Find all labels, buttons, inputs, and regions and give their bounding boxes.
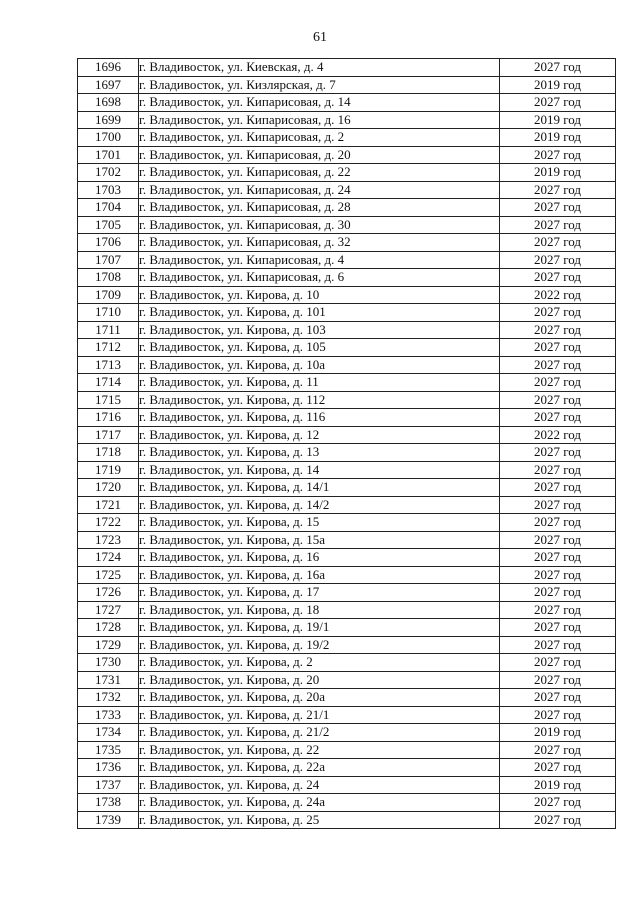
table-row (78, 619, 616, 637)
table-row (78, 391, 616, 409)
row-number-cell: 1734 (78, 724, 139, 742)
row-number-cell: 1736 (78, 759, 139, 777)
table-row (78, 199, 616, 217)
address-cell: г. Владивосток, ул. Кипарисовая, д. 28 (139, 199, 500, 217)
address-cell: г. Владивосток, ул. Кирова, д. 2 (139, 654, 500, 672)
address-cell: г. Владивосток, ул. Кирова, д. 12 (139, 426, 500, 444)
table-row (78, 164, 616, 182)
year-cell: 2019 год (500, 111, 616, 129)
row-number-cell: 1737 (78, 776, 139, 794)
row-number-cell: 1710 (78, 304, 139, 322)
address-cell: г. Владивосток, ул. Кирова, д. 16а (139, 566, 500, 584)
table-row (78, 304, 616, 322)
address-cell: г. Владивосток, ул. Кипарисовая, д. 14 (139, 94, 500, 112)
year-cell: 2027 год (500, 199, 616, 217)
row-number-cell: 1715 (78, 391, 139, 409)
year-cell: 2019 год (500, 724, 616, 742)
address-cell: г. Владивосток, ул. Кирова, д. 22 (139, 741, 500, 759)
year-cell: 2027 год (500, 146, 616, 164)
row-number-cell: 1722 (78, 514, 139, 532)
address-cell: г. Владивосток, ул. Кирова, д. 112 (139, 391, 500, 409)
year-cell: 2027 год (500, 251, 616, 269)
year-cell: 2027 год (500, 59, 616, 77)
year-cell: 2027 год (500, 374, 616, 392)
table-row (78, 409, 616, 427)
row-number-cell: 1708 (78, 269, 139, 287)
row-number-cell: 1703 (78, 181, 139, 199)
table-row (78, 636, 616, 654)
table-row (78, 374, 616, 392)
row-number-cell: 1731 (78, 671, 139, 689)
year-cell: 2027 год (500, 566, 616, 584)
row-number-cell: 1718 (78, 444, 139, 462)
year-cell: 2027 год (500, 549, 616, 567)
address-cell: г. Владивосток, ул. Кирова, д. 18 (139, 601, 500, 619)
address-cell: г. Владивосток, ул. Кирова, д. 24а (139, 794, 500, 812)
table-row (78, 689, 616, 707)
address-cell: г. Владивосток, ул. Кирова, д. 116 (139, 409, 500, 427)
table-row (78, 601, 616, 619)
address-cell: г. Владивосток, ул. Кирова, д. 20а (139, 689, 500, 707)
year-cell: 2027 год (500, 514, 616, 532)
table-row (78, 566, 616, 584)
table-body (78, 59, 616, 829)
row-number-cell: 1709 (78, 286, 139, 304)
year-cell: 2027 год (500, 654, 616, 672)
year-cell: 2027 год (500, 636, 616, 654)
table-row (78, 251, 616, 269)
year-cell: 2027 год (500, 601, 616, 619)
table-row (78, 129, 616, 147)
year-cell: 2027 год (500, 181, 616, 199)
page-number: 61 (313, 30, 327, 45)
address-cell: г. Владивосток, ул. Кипарисовая, д. 22 (139, 164, 500, 182)
row-number-cell: 1732 (78, 689, 139, 707)
address-cell: г. Владивосток, ул. Кирова, д. 21/1 (139, 706, 500, 724)
address-cell: г. Владивосток, ул. Кирова, д. 20 (139, 671, 500, 689)
table-row (78, 339, 616, 357)
row-number-cell: 1719 (78, 461, 139, 479)
table-row (78, 146, 616, 164)
row-number-cell: 1716 (78, 409, 139, 427)
address-cell: г. Владивосток, ул. Кирова, д. 10а (139, 356, 500, 374)
row-number-cell: 1733 (78, 706, 139, 724)
address-cell: г. Владивосток, ул. Кирова, д. 19/1 (139, 619, 500, 637)
table-row (78, 111, 616, 129)
row-number-cell: 1705 (78, 216, 139, 234)
table-row (78, 76, 616, 94)
table-row (78, 356, 616, 374)
row-number-cell: 1698 (78, 94, 139, 112)
address-cell: г. Владивосток, ул. Кирова, д. 10 (139, 286, 500, 304)
table-row (78, 59, 616, 77)
row-number-cell: 1721 (78, 496, 139, 514)
address-cell: г. Владивосток, ул. Кирова, д. 21/2 (139, 724, 500, 742)
row-number-cell: 1706 (78, 234, 139, 252)
year-cell: 2027 год (500, 741, 616, 759)
table-row (78, 94, 616, 112)
address-cell: г. Владивосток, ул. Кизлярская, д. 7 (139, 76, 500, 94)
table-row (78, 671, 616, 689)
table-row (78, 426, 616, 444)
table-row (78, 216, 616, 234)
row-number-cell: 1717 (78, 426, 139, 444)
housing-registry-table (77, 58, 616, 829)
table-row (78, 776, 616, 794)
address-cell: г. Владивосток, ул. Кипарисовая, д. 6 (139, 269, 500, 287)
table-row (78, 321, 616, 339)
row-number-cell: 1720 (78, 479, 139, 497)
table-row (78, 584, 616, 602)
year-cell: 2022 год (500, 286, 616, 304)
table-row (78, 479, 616, 497)
row-number-cell: 1704 (78, 199, 139, 217)
address-cell: г. Владивосток, ул. Кирова, д. 16 (139, 549, 500, 567)
table-row (78, 444, 616, 462)
year-cell: 2027 год (500, 444, 616, 462)
address-cell: г. Владивосток, ул. Кипарисовая, д. 16 (139, 111, 500, 129)
row-number-cell: 1738 (78, 794, 139, 812)
address-cell: г. Владивосток, ул. Кипарисовая, д. 30 (139, 216, 500, 234)
address-cell: г. Владивосток, ул. Кирова, д. 103 (139, 321, 500, 339)
address-cell: г. Владивосток, ул. Кирова, д. 24 (139, 776, 500, 794)
year-cell: 2022 год (500, 426, 616, 444)
table-row (78, 531, 616, 549)
table-row (78, 741, 616, 759)
year-cell: 2027 год (500, 234, 616, 252)
address-cell: г. Владивосток, ул. Кирова, д. 22а (139, 759, 500, 777)
table-row (78, 549, 616, 567)
row-number-cell: 1696 (78, 59, 139, 77)
year-cell: 2019 год (500, 776, 616, 794)
table-row (78, 181, 616, 199)
year-cell: 2027 год (500, 94, 616, 112)
row-number-cell: 1725 (78, 566, 139, 584)
table-row (78, 514, 616, 532)
year-cell: 2027 год (500, 671, 616, 689)
address-cell: г. Владивосток, ул. Кирова, д. 11 (139, 374, 500, 392)
row-number-cell: 1729 (78, 636, 139, 654)
address-cell: г. Владивосток, ул. Кирова, д. 19/2 (139, 636, 500, 654)
row-number-cell: 1702 (78, 164, 139, 182)
address-cell: г. Владивосток, ул. Кирова, д. 17 (139, 584, 500, 602)
row-number-cell: 1714 (78, 374, 139, 392)
address-cell: г. Владивосток, ул. Кирова, д. 25 (139, 811, 500, 829)
year-cell: 2027 год (500, 304, 616, 322)
table-row (78, 496, 616, 514)
year-cell: 2027 год (500, 496, 616, 514)
year-cell: 2019 год (500, 129, 616, 147)
address-cell: г. Владивосток, ул. Кирова, д. 14/2 (139, 496, 500, 514)
year-cell: 2019 год (500, 164, 616, 182)
year-cell: 2027 год (500, 391, 616, 409)
row-number-cell: 1726 (78, 584, 139, 602)
table-row (78, 794, 616, 812)
address-cell: г. Владивосток, ул. Кирова, д. 14 (139, 461, 500, 479)
year-cell: 2027 год (500, 584, 616, 602)
table-row (78, 234, 616, 252)
year-cell: 2027 год (500, 811, 616, 829)
table-row (78, 269, 616, 287)
row-number-cell: 1701 (78, 146, 139, 164)
year-cell: 2027 год (500, 706, 616, 724)
row-number-cell: 1697 (78, 76, 139, 94)
row-number-cell: 1712 (78, 339, 139, 357)
row-number-cell: 1735 (78, 741, 139, 759)
row-number-cell: 1723 (78, 531, 139, 549)
year-cell: 2027 год (500, 269, 616, 287)
row-number-cell: 1739 (78, 811, 139, 829)
address-cell: г. Владивосток, ул. Кипарисовая, д. 24 (139, 181, 500, 199)
address-cell: г. Владивосток, ул. Кипарисовая, д. 20 (139, 146, 500, 164)
table-row (78, 286, 616, 304)
year-cell: 2027 год (500, 759, 616, 777)
year-cell: 2027 год (500, 409, 616, 427)
table-row (78, 461, 616, 479)
year-cell: 2027 год (500, 619, 616, 637)
table-row (78, 759, 616, 777)
year-cell: 2019 год (500, 76, 616, 94)
year-cell: 2027 год (500, 339, 616, 357)
row-number-cell: 1727 (78, 601, 139, 619)
row-number-cell: 1730 (78, 654, 139, 672)
address-cell: г. Владивосток, ул. Кипарисовая, д. 4 (139, 251, 500, 269)
year-cell: 2027 год (500, 216, 616, 234)
year-cell: 2027 год (500, 479, 616, 497)
address-cell: г. Владивосток, ул. Кирова, д. 14/1 (139, 479, 500, 497)
year-cell: 2027 год (500, 689, 616, 707)
address-cell: г. Владивосток, ул. Кирова, д. 15а (139, 531, 500, 549)
row-number-cell: 1724 (78, 549, 139, 567)
year-cell: 2027 год (500, 531, 616, 549)
address-cell: г. Владивосток, ул. Кипарисовая, д. 32 (139, 234, 500, 252)
table-row (78, 811, 616, 829)
row-number-cell: 1700 (78, 129, 139, 147)
address-cell: г. Владивосток, ул. Кирова, д. 101 (139, 304, 500, 322)
row-number-cell: 1699 (78, 111, 139, 129)
year-cell: 2027 год (500, 321, 616, 339)
row-number-cell: 1707 (78, 251, 139, 269)
year-cell: 2027 год (500, 461, 616, 479)
row-number-cell: 1728 (78, 619, 139, 637)
year-cell: 2027 год (500, 356, 616, 374)
table-row (78, 724, 616, 742)
address-cell: г. Владивосток, ул. Киевская, д. 4 (139, 59, 500, 77)
table-row (78, 654, 616, 672)
row-number-cell: 1711 (78, 321, 139, 339)
address-cell: г. Владивосток, ул. Кипарисовая, д. 2 (139, 129, 500, 147)
address-cell: г. Владивосток, ул. Кирова, д. 105 (139, 339, 500, 357)
address-cell: г. Владивосток, ул. Кирова, д. 15 (139, 514, 500, 532)
address-cell: г. Владивосток, ул. Кирова, д. 13 (139, 444, 500, 462)
row-number-cell: 1713 (78, 356, 139, 374)
year-cell: 2027 год (500, 794, 616, 812)
table-row (78, 706, 616, 724)
